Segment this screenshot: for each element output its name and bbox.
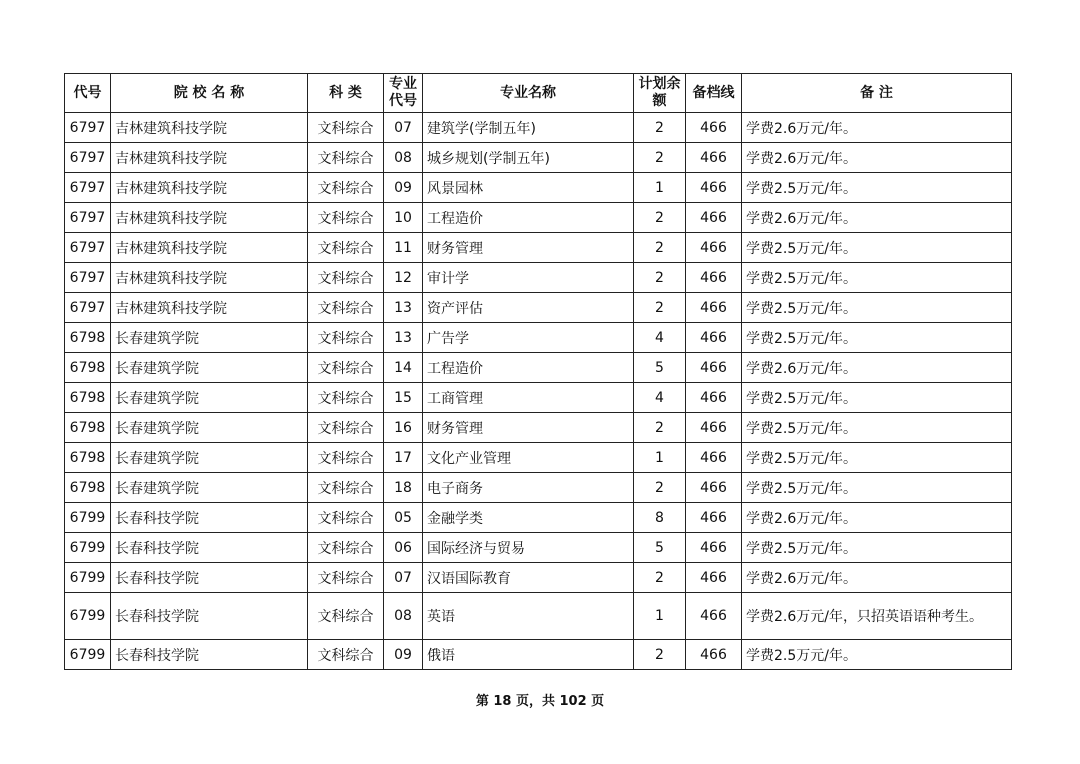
cell-major-name: 工程造价 — [423, 353, 634, 383]
table-row — [65, 113, 1012, 143]
cell-cutoff: 466 — [686, 173, 742, 203]
cell-school: 长春科技学院 — [111, 593, 308, 640]
cell-major-name: 财务管理 — [423, 413, 634, 443]
cell-remaining: 4 — [634, 383, 686, 413]
cell-code: 6797 — [65, 263, 111, 293]
page-number: 第 18 页，共 102 页 — [475, 694, 605, 709]
cell-cutoff: 466 — [686, 383, 742, 413]
cell-remarks: 学费2.5万元/年。 — [742, 323, 1012, 353]
cell-school: 长春建筑学院 — [111, 443, 308, 473]
table-row — [65, 473, 1012, 503]
cell-major-code: 13 — [384, 323, 423, 353]
cell-remaining: 2 — [634, 263, 686, 293]
cell-school: 长春科技学院 — [111, 533, 308, 563]
cell-major-code: 13 — [384, 293, 423, 323]
cell-major-name: 城乡规划(学制五年) — [423, 143, 634, 173]
table-row — [65, 383, 1012, 413]
cell-cutoff: 466 — [686, 203, 742, 233]
cell-school: 长春建筑学院 — [111, 323, 308, 353]
cell-school: 长春科技学院 — [111, 563, 308, 593]
cell-code: 6799 — [65, 563, 111, 593]
table-row — [65, 413, 1012, 443]
cell-remaining: 2 — [634, 203, 686, 233]
cell-category: 文科综合 — [308, 143, 384, 173]
cell-code: 6798 — [65, 383, 111, 413]
cell-major-name: 国际经济与贸易 — [423, 533, 634, 563]
cell-remaining: 4 — [634, 323, 686, 353]
cell-school: 长春建筑学院 — [111, 353, 308, 383]
cell-code: 6797 — [65, 203, 111, 233]
cell-school: 吉林建筑科技学院 — [111, 263, 308, 293]
cell-cutoff: 466 — [686, 113, 742, 143]
table-row — [65, 533, 1012, 563]
header-code: 代号 — [65, 74, 111, 113]
cell-cutoff: 466 — [686, 413, 742, 443]
cell-major-name: 汉语国际教育 — [423, 563, 634, 593]
cell-major-name: 风景园林 — [423, 173, 634, 203]
cell-remaining: 2 — [634, 293, 686, 323]
cell-major-code: 09 — [384, 173, 423, 203]
cell-remarks: 学费2.5万元/年。 — [742, 413, 1012, 443]
cell-remaining: 2 — [634, 113, 686, 143]
cell-major-code: 17 — [384, 443, 423, 473]
header-row — [65, 74, 1012, 113]
cell-major-code: 09 — [384, 640, 423, 670]
cell-remarks: 学费2.6万元/年。 — [742, 203, 1012, 233]
cell-major-code: 07 — [384, 113, 423, 143]
cell-remaining: 2 — [634, 563, 686, 593]
cell-major-name: 工程造价 — [423, 203, 634, 233]
cell-school: 长春建筑学院 — [111, 473, 308, 503]
cell-cutoff: 466 — [686, 323, 742, 353]
table-row — [65, 233, 1012, 263]
table-row — [65, 293, 1012, 323]
table-row — [65, 323, 1012, 353]
cell-major-code: 15 — [384, 383, 423, 413]
cell-remarks: 学费2.5万元/年。 — [742, 233, 1012, 263]
cell-remarks: 学费2.6万元/年。 — [742, 143, 1012, 173]
cell-major-name: 广告学 — [423, 323, 634, 353]
cell-major-name: 建筑学(学制五年) — [423, 113, 634, 143]
cell-code: 6797 — [65, 143, 111, 173]
table-row — [65, 203, 1012, 233]
cell-category: 文科综合 — [308, 533, 384, 563]
table-row — [65, 263, 1012, 293]
table-row — [65, 593, 1012, 640]
cell-major-code: 08 — [384, 143, 423, 173]
cell-category: 文科综合 — [308, 173, 384, 203]
cell-cutoff: 466 — [686, 640, 742, 670]
cell-code: 6798 — [65, 443, 111, 473]
cell-category: 文科综合 — [308, 443, 384, 473]
cell-category: 文科综合 — [308, 383, 384, 413]
header-remarks: 备 注 — [742, 74, 1012, 113]
cell-category: 文科综合 — [308, 353, 384, 383]
cell-major-name: 工商管理 — [423, 383, 634, 413]
cell-code: 6799 — [65, 593, 111, 640]
cell-major-code: 12 — [384, 263, 423, 293]
table-row — [65, 563, 1012, 593]
cell-remaining: 2 — [634, 233, 686, 263]
header-category: 科 类 — [308, 74, 384, 113]
cell-category: 文科综合 — [308, 413, 384, 443]
cell-school: 长春建筑学院 — [111, 383, 308, 413]
cell-remaining: 2 — [634, 413, 686, 443]
cell-remaining: 5 — [634, 353, 686, 383]
cell-category: 文科综合 — [308, 233, 384, 263]
cell-cutoff: 466 — [686, 263, 742, 293]
cell-remaining: 2 — [634, 640, 686, 670]
cell-category: 文科综合 — [308, 593, 384, 640]
table-body — [65, 113, 1012, 670]
cell-remarks: 学费2.6万元/年。 — [742, 113, 1012, 143]
cell-major-name: 财务管理 — [423, 233, 634, 263]
cell-school: 吉林建筑科技学院 — [111, 113, 308, 143]
cell-remarks: 学费2.6万元/年，只招英语语种考生。 — [742, 593, 1012, 640]
cell-code: 6797 — [65, 293, 111, 323]
cell-cutoff: 466 — [686, 233, 742, 263]
cell-cutoff: 466 — [686, 143, 742, 173]
cell-major-code: 16 — [384, 413, 423, 443]
cell-major-code: 05 — [384, 503, 423, 533]
cell-code: 6798 — [65, 473, 111, 503]
admission-table — [64, 73, 1012, 670]
cell-remaining: 1 — [634, 443, 686, 473]
header-cutoff: 备档线 — [686, 74, 742, 113]
cell-remaining: 1 — [634, 173, 686, 203]
cell-remarks: 学费2.6万元/年。 — [742, 503, 1012, 533]
cell-major-name: 文化产业管理 — [423, 443, 634, 473]
cell-cutoff: 466 — [686, 563, 742, 593]
cell-remarks: 学费2.5万元/年。 — [742, 293, 1012, 323]
cell-cutoff: 466 — [686, 533, 742, 563]
cell-school: 长春科技学院 — [111, 640, 308, 670]
cell-remarks: 学费2.5万元/年。 — [742, 173, 1012, 203]
cell-remaining: 8 — [634, 503, 686, 533]
cell-major-name: 电子商务 — [423, 473, 634, 503]
cell-major-code: 14 — [384, 353, 423, 383]
cell-code: 6797 — [65, 173, 111, 203]
cell-remaining: 1 — [634, 593, 686, 640]
cell-major-code: 07 — [384, 563, 423, 593]
cell-school: 长春科技学院 — [111, 503, 308, 533]
cell-school: 吉林建筑科技学院 — [111, 293, 308, 323]
cell-cutoff: 466 — [686, 593, 742, 640]
cell-code: 6798 — [65, 413, 111, 443]
cell-major-code: 11 — [384, 233, 423, 263]
cell-category: 文科综合 — [308, 323, 384, 353]
cell-school: 长春建筑学院 — [111, 413, 308, 443]
cell-category: 文科综合 — [308, 563, 384, 593]
table-row — [65, 503, 1012, 533]
cell-major-code: 06 — [384, 533, 423, 563]
cell-category: 文科综合 — [308, 293, 384, 323]
cell-remarks: 学费2.5万元/年。 — [742, 473, 1012, 503]
cell-code: 6798 — [65, 323, 111, 353]
cell-category: 文科综合 — [308, 203, 384, 233]
cell-major-name: 英语 — [423, 593, 634, 640]
cell-major-code: 10 — [384, 203, 423, 233]
cell-remaining: 2 — [634, 473, 686, 503]
cell-major-code: 18 — [384, 473, 423, 503]
cell-cutoff: 466 — [686, 473, 742, 503]
table-row — [65, 353, 1012, 383]
cell-cutoff: 466 — [686, 353, 742, 383]
header-major-code: 专业代号 — [384, 74, 423, 113]
cell-category: 文科综合 — [308, 503, 384, 533]
table-row — [65, 640, 1012, 670]
cell-cutoff: 466 — [686, 503, 742, 533]
cell-major-code: 08 — [384, 593, 423, 640]
cell-remaining: 2 — [634, 143, 686, 173]
header-major-name: 专业名称 — [423, 74, 634, 113]
header-school: 院 校 名 称 — [111, 74, 308, 113]
cell-major-name: 审计学 — [423, 263, 634, 293]
table-row — [65, 143, 1012, 173]
table-row — [65, 173, 1012, 203]
cell-school: 吉林建筑科技学院 — [111, 233, 308, 263]
cell-category: 文科综合 — [308, 113, 384, 143]
cell-remarks: 学费2.5万元/年。 — [742, 640, 1012, 670]
cell-school: 吉林建筑科技学院 — [111, 143, 308, 173]
cell-cutoff: 466 — [686, 293, 742, 323]
cell-major-name: 资产评估 — [423, 293, 634, 323]
cell-remarks: 学费2.5万元/年。 — [742, 383, 1012, 413]
header-remaining: 计划余额 — [634, 74, 686, 113]
cell-category: 文科综合 — [308, 640, 384, 670]
cell-cutoff: 466 — [686, 443, 742, 473]
cell-remarks: 学费2.5万元/年。 — [742, 533, 1012, 563]
cell-code: 6799 — [65, 640, 111, 670]
cell-code: 6798 — [65, 353, 111, 383]
cell-remarks: 学费2.5万元/年。 — [742, 443, 1012, 473]
cell-code: 6799 — [65, 533, 111, 563]
cell-school: 吉林建筑科技学院 — [111, 203, 308, 233]
cell-remarks: 学费2.6万元/年。 — [742, 353, 1012, 383]
cell-code: 6799 — [65, 503, 111, 533]
cell-code: 6797 — [65, 233, 111, 263]
cell-major-name: 俄语 — [423, 640, 634, 670]
table-row — [65, 443, 1012, 473]
cell-remarks: 学费2.5万元/年。 — [742, 263, 1012, 293]
cell-category: 文科综合 — [308, 263, 384, 293]
cell-remaining: 5 — [634, 533, 686, 563]
cell-remarks: 学费2.6万元/年。 — [742, 563, 1012, 593]
cell-major-name: 金融学类 — [423, 503, 634, 533]
cell-category: 文科综合 — [308, 473, 384, 503]
cell-code: 6797 — [65, 113, 111, 143]
cell-school: 吉林建筑科技学院 — [111, 173, 308, 203]
